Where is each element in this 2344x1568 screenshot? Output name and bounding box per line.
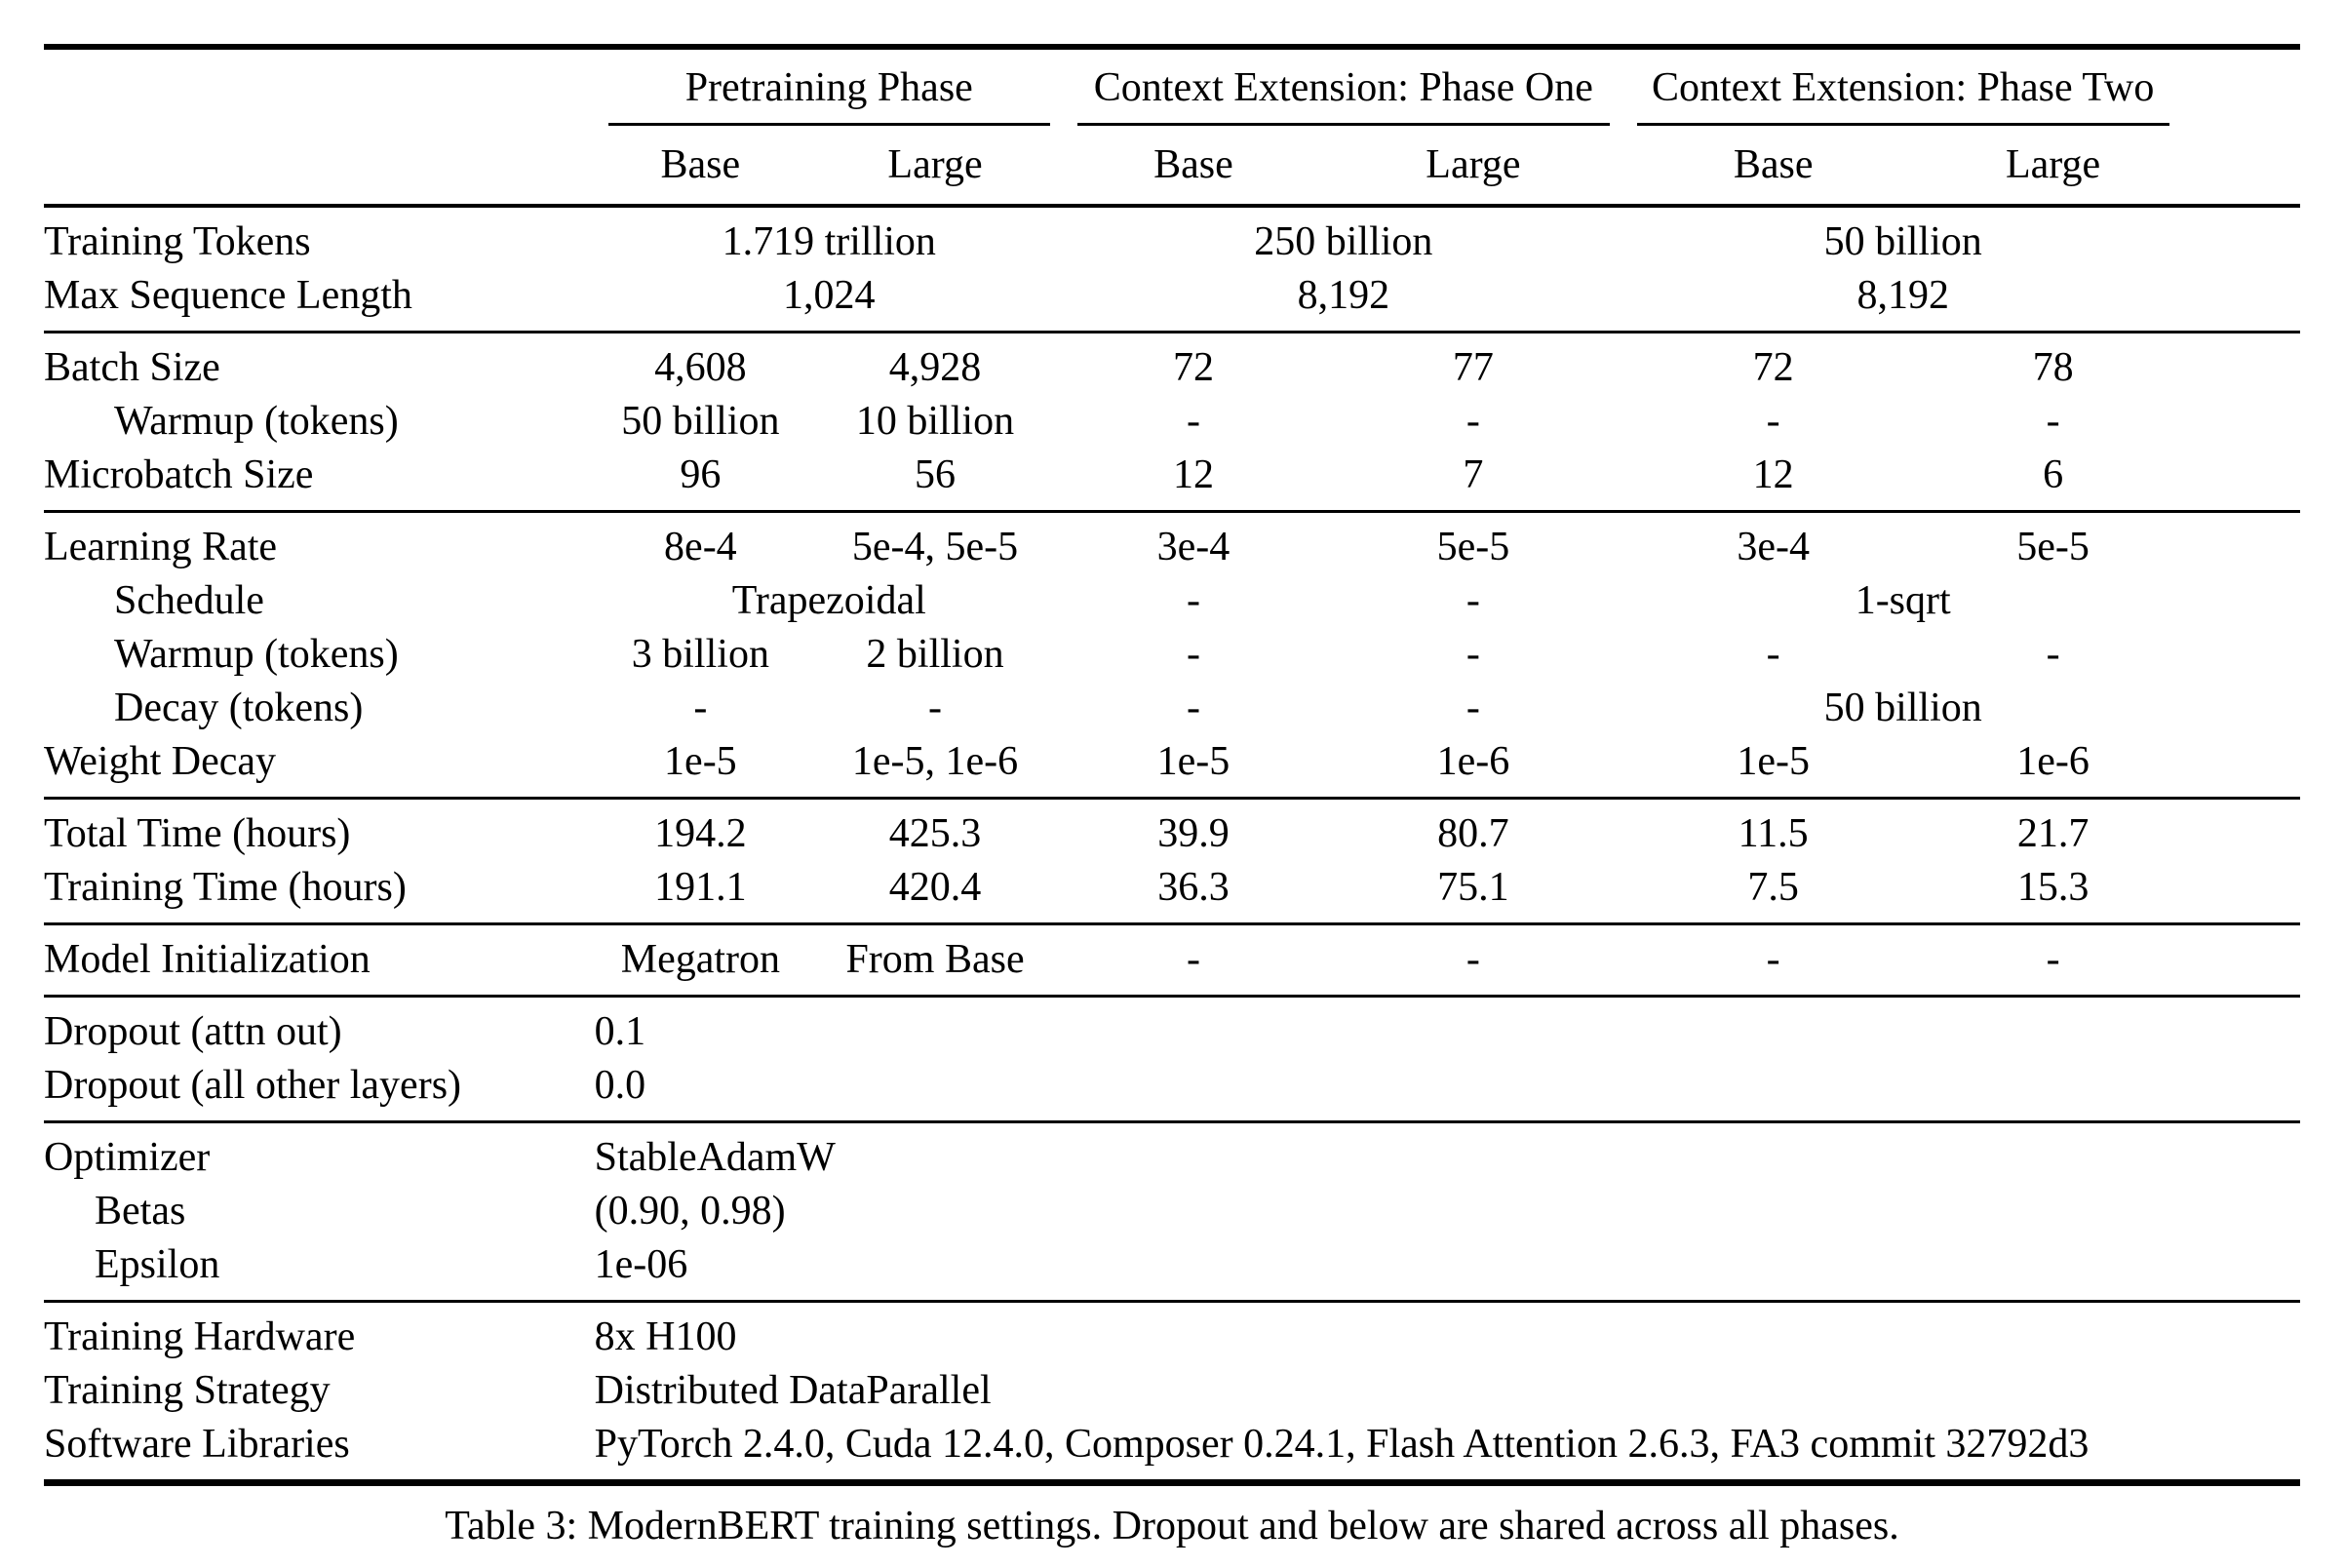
row-label: Software Libraries	[44, 1418, 595, 1483]
value-cell: 420.4	[888, 865, 982, 910]
value-cell: 8,192	[1856, 273, 1949, 318]
table-row	[44, 799, 2300, 862]
value-cell: 8x H100	[595, 1302, 2183, 1365]
value-cell: 72	[1623, 333, 1924, 396]
value-cell: 0.0	[594, 1063, 646, 1108]
value-cell: -	[2046, 399, 2060, 444]
value-cell: 1.719 trillion	[595, 206, 1064, 269]
row-label: Total Time (hours)	[44, 799, 595, 862]
value-cell: 5e-5	[1323, 512, 1623, 575]
column-subheader: Large	[2005, 142, 2101, 187]
spacer-cell	[2183, 395, 2300, 449]
value-cell: 39.9	[1064, 799, 1323, 862]
spacer-cell	[2183, 574, 2300, 628]
phase-header	[1064, 47, 1623, 126]
table-row	[44, 512, 2300, 575]
value-cell: -	[1465, 686, 1480, 730]
value-cell: 80.7	[1323, 799, 1623, 862]
table-section	[44, 924, 2300, 997]
value-cell: 50 billion	[621, 399, 780, 444]
value-cell: 36.3	[1157, 865, 1230, 910]
value-cell: (0.90, 0.98)	[594, 1189, 786, 1234]
value-cell: StableAdamW	[595, 1122, 2183, 1186]
table-row	[44, 1418, 2300, 1483]
value-cell: -	[1623, 924, 1924, 997]
table-section	[44, 512, 2300, 799]
phase-header	[1623, 47, 2183, 126]
value-cell: -	[1465, 632, 1480, 677]
value-cell: 78	[1924, 333, 2183, 396]
value-cell: 72	[1064, 333, 1323, 396]
value-cell: 12	[1752, 452, 1794, 497]
table-section	[44, 799, 2300, 924]
row-label: Decay (tokens)	[114, 686, 364, 730]
table-row	[44, 628, 2300, 682]
phase-header	[595, 47, 1064, 126]
value-cell: 250 billion	[1064, 206, 1623, 269]
value-cell: 75.1	[1437, 865, 1509, 910]
header-corner-cell	[44, 47, 595, 126]
spacer-cell	[2183, 47, 2300, 126]
value-cell: -	[1766, 399, 1780, 444]
value-cell: 11.5	[1623, 799, 1924, 862]
spacer-cell	[2183, 628, 2300, 682]
column-subheader: Large	[1426, 142, 1521, 187]
value-cell: 56	[915, 452, 957, 497]
value-cell: 194.2	[595, 799, 807, 862]
row-label: Weight Decay	[44, 739, 277, 784]
subcolumn-header-row	[44, 126, 2300, 206]
spacer-cell	[2183, 1302, 2300, 1365]
spacer-cell	[2183, 1364, 2300, 1418]
spacer-cell	[2183, 206, 2300, 269]
value-cell: -	[928, 686, 943, 730]
row-label: Training Time (hours)	[44, 865, 407, 910]
row-label: Schedule	[114, 578, 264, 623]
phase-header-label: Context Extension: Phase One	[1077, 53, 1610, 126]
spacer-cell	[2183, 1185, 2300, 1238]
value-cell: -	[1924, 924, 2183, 997]
value-cell: 96	[680, 452, 722, 497]
value-cell: 425.3	[806, 799, 1064, 862]
table-section	[44, 1122, 2300, 1302]
value-cell: 5e-5	[1924, 512, 2183, 575]
row-label: Optimizer	[44, 1122, 595, 1186]
value-cell: 1e-5, 1e-6	[851, 739, 1019, 784]
row-label: Dropout (attn out)	[44, 997, 595, 1060]
table-row	[44, 1059, 2300, 1122]
value-cell: 0.1	[595, 997, 2183, 1060]
spacer-cell	[2183, 333, 2300, 396]
value-cell: 3e-4	[1064, 512, 1323, 575]
table-section	[44, 206, 2300, 333]
table-row	[44, 997, 2300, 1060]
table-row	[44, 1302, 2300, 1365]
table-row	[44, 333, 2300, 396]
spacer-cell	[2183, 126, 2300, 206]
value-cell: -	[1323, 924, 1623, 997]
table-row	[44, 682, 2300, 735]
spacer-cell	[2183, 1122, 2300, 1186]
value-cell: 12	[1172, 452, 1214, 497]
phase-header-label: Pretraining Phase	[608, 53, 1050, 126]
value-cell: PyTorch 2.4.0, Cuda 12.4.0, Composer 0.24.1, Flash Attention 2.6.3, FA3 commit 32792d3	[595, 1418, 2183, 1483]
column-subheader: Base	[660, 142, 741, 187]
value-cell: 50 billion	[1823, 686, 1982, 730]
column-subheader: Base	[1733, 142, 1814, 187]
value-cell: Distributed DataParallel	[594, 1368, 992, 1413]
value-cell: -	[693, 686, 708, 730]
value-cell: 1e-5	[1156, 739, 1231, 784]
table-row	[44, 206, 2300, 269]
spacer-cell	[2183, 1059, 2300, 1122]
phase-header-label: Context Extension: Phase Two	[1637, 53, 2169, 126]
value-cell: 191.1	[654, 865, 747, 910]
spacer-cell	[2183, 924, 2300, 997]
value-cell: -	[2046, 632, 2060, 677]
value-cell: 5e-4, 5e-5	[806, 512, 1064, 575]
spacer-cell	[2183, 512, 2300, 575]
table-section	[44, 997, 2300, 1122]
spacer-cell	[2183, 997, 2300, 1060]
row-label: Batch Size	[44, 333, 595, 396]
value-cell: 4,608	[595, 333, 807, 396]
value-cell: 2 billion	[866, 632, 1004, 677]
column-subheader: Large	[887, 142, 983, 187]
row-label: Microbatch Size	[44, 452, 314, 497]
spacer-cell	[2183, 1418, 2300, 1483]
value-cell: 1,024	[783, 273, 876, 318]
row-label: Warmup (tokens)	[114, 399, 399, 444]
value-cell: 7.5	[1747, 865, 1799, 910]
column-subheader: Base	[1153, 142, 1233, 187]
header-corner-cell	[44, 126, 595, 206]
value-cell: Trapezoidal	[731, 578, 926, 623]
table-row	[44, 1185, 2300, 1238]
phase-header-row	[44, 47, 2300, 126]
value-cell: 1-sqrt	[1855, 578, 1951, 623]
table-row	[44, 861, 2300, 924]
value-cell: -	[1186, 578, 1200, 623]
value-cell: -	[1465, 399, 1480, 444]
value-cell: Megatron	[595, 924, 807, 997]
table-row	[44, 574, 2300, 628]
table-row	[44, 1238, 2300, 1302]
table-section	[44, 1302, 2300, 1483]
row-label: Model Initialization	[44, 924, 595, 997]
value-cell: 6	[2043, 452, 2064, 497]
table-caption: Table 3: ModernBERT training settings. Dropout and below are shared across all phases.	[445, 1504, 1899, 1548]
value-cell: -	[1186, 399, 1200, 444]
value-cell: 1e-6	[1436, 739, 1510, 784]
table-row	[44, 449, 2300, 512]
table-section	[44, 333, 2300, 512]
spacer-cell	[2183, 861, 2300, 924]
value-cell: -	[1465, 578, 1480, 623]
spacer-cell	[2183, 1238, 2300, 1302]
table-header	[44, 47, 2300, 206]
value-cell: 3 billion	[631, 632, 769, 677]
value-cell: 50 billion	[1623, 206, 2183, 269]
value-cell: 1e-6	[2016, 739, 2090, 784]
value-cell: -	[1186, 632, 1200, 677]
value-cell: 77	[1323, 333, 1623, 396]
spacer-cell	[2183, 735, 2300, 799]
table-row	[44, 269, 2300, 333]
row-label: Max Sequence Length	[44, 273, 412, 318]
value-cell: 1e-5	[1737, 739, 1810, 784]
value-cell: From Base	[806, 924, 1064, 997]
spacer-cell	[2183, 269, 2300, 333]
row-label: Learning Rate	[44, 512, 595, 575]
row-label: Dropout (all other layers)	[44, 1063, 462, 1108]
row-label: Training Tokens	[44, 206, 595, 269]
value-cell: 8,192	[1297, 273, 1390, 318]
row-label: Warmup (tokens)	[114, 632, 399, 677]
training-settings-table	[44, 44, 2300, 1486]
table-row	[44, 735, 2300, 799]
row-label: Training Hardware	[44, 1302, 595, 1365]
value-cell: 10 billion	[855, 399, 1015, 444]
spacer-cell	[2183, 449, 2300, 512]
table-row	[44, 924, 2300, 997]
value-cell: 15.3	[2016, 865, 2090, 910]
value-cell: 7	[1463, 452, 1484, 497]
row-label: Training Strategy	[44, 1368, 331, 1413]
table-row	[44, 395, 2300, 449]
row-label: Epsilon	[95, 1242, 220, 1287]
value-cell: 1e-06	[594, 1242, 688, 1287]
value-cell: -	[1186, 686, 1200, 730]
value-cell: -	[1064, 924, 1323, 997]
table-row	[44, 1364, 2300, 1418]
value-cell: 1e-5	[664, 739, 737, 784]
spacer-cell	[2183, 682, 2300, 735]
table-row	[44, 1122, 2300, 1186]
row-label: Betas	[95, 1189, 186, 1234]
value-cell: 8e-4	[595, 512, 807, 575]
value-cell: 21.7	[1924, 799, 2183, 862]
value-cell: -	[1766, 632, 1780, 677]
value-cell: 4,928	[806, 333, 1064, 396]
spacer-cell	[2183, 799, 2300, 862]
value-cell: 3e-4	[1623, 512, 1924, 575]
